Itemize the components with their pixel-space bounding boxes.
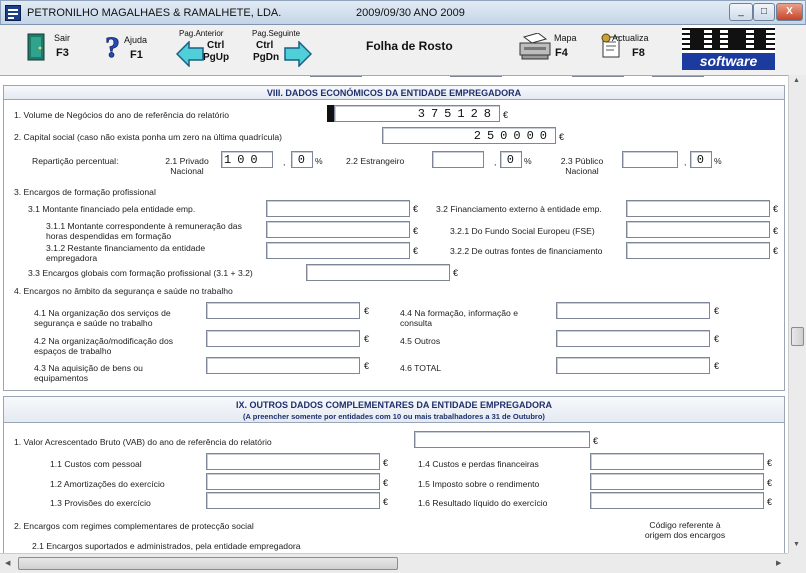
q2-label: 2. Capital social (caso não exista ponha um zero na última quadrícula): [14, 132, 282, 142]
form-scroll-area[interactable]: [0, 75, 788, 553]
q1-5-label: 1.5 Imposto sobre o rendimento: [418, 479, 540, 489]
euro-sign: €: [767, 478, 773, 488]
horizontal-scroll-thumb[interactable]: [18, 557, 398, 570]
update-key: F8: [632, 47, 645, 59]
q4-6-field[interactable]: [556, 357, 710, 374]
update-button[interactable]: [600, 29, 662, 69]
next-page-key-pgdn: PgDn: [253, 52, 280, 63]
euro-sign: €: [364, 334, 370, 344]
vab-field[interactable]: [414, 431, 590, 448]
q4-3-label: 4.3 Na aquisição de bens ou equipamentos: [34, 363, 143, 383]
printer-icon: [518, 33, 552, 63]
exit-key: F3: [56, 47, 69, 59]
map-key: F4: [555, 47, 568, 59]
decimal-separator: ,: [283, 157, 286, 167]
exit-label: Sair: [54, 33, 71, 43]
next-page-label: Pag.Seguinte: [252, 29, 301, 38]
q4-3-field[interactable]: [206, 357, 360, 374]
vab-label: 1. Valor Acrescentado Bruto (VAB) do ano de referência do relatório: [14, 437, 272, 447]
turnover-value: 375128: [417, 107, 497, 121]
q3-2-2-label: 3.2.2 De outras fontes de financiamento: [450, 246, 603, 256]
q1-1-field[interactable]: [206, 453, 380, 470]
q4-2-label: 4.2 Na organização/modificação dos espaços de trabalho: [34, 336, 174, 356]
maximize-button[interactable]: □: [753, 3, 775, 21]
next-page-button[interactable]: [250, 27, 320, 71]
svg-text:?: ?: [105, 31, 120, 61]
map-button[interactable]: [518, 29, 578, 69]
title-bar: [0, 0, 806, 25]
arrow-right-icon: [284, 41, 312, 67]
q4-4-label: 4.4 Na formação, informação e consulta: [400, 308, 518, 328]
euro-sign: €: [593, 436, 599, 446]
euro-sign: €: [413, 226, 419, 236]
q4-5-field[interactable]: [556, 330, 710, 347]
foreign-dec: 0: [506, 153, 520, 167]
euro-sign: €: [767, 497, 773, 507]
section-ix-title: IX. OUTROS DADOS COMPLEMENTARES DA ENTIDADE EMPREGADORA: [235, 400, 552, 410]
euro-sign: €: [383, 478, 389, 488]
percent-sign: %: [315, 156, 323, 166]
q3-1-1-field[interactable]: [266, 221, 410, 238]
q4-1-field[interactable]: [206, 302, 360, 319]
percent-sign: %: [714, 156, 722, 166]
private-national-dec-field[interactable]: [291, 151, 313, 168]
q3-1-2-label: 3.1.2 Restante financiamento da entidade empregadora: [46, 243, 206, 263]
euro-sign: €: [714, 306, 720, 316]
public-int-field[interactable]: [622, 151, 678, 168]
public-dec: 0: [696, 153, 710, 167]
q1-4-label: 1.4 Custos e perdas financeiras: [418, 459, 539, 469]
q4-2-field[interactable]: [206, 330, 360, 347]
q4-6-label: 4.6 TOTAL: [400, 363, 442, 373]
euro-sign: €: [383, 497, 389, 507]
app-icon: [5, 5, 21, 21]
previous-row-field[interactable]: [652, 75, 704, 77]
q4-4-field[interactable]: [556, 302, 710, 319]
software-logo: [682, 25, 775, 70]
scroll-right-icon[interactable]: ▶: [776, 560, 782, 567]
euro-sign: €: [503, 110, 509, 120]
foreign-label: 2.2 Estrangeiro: [346, 156, 405, 166]
private-national-dec: 0: [297, 153, 311, 167]
update-label: Actualiza: [612, 33, 649, 43]
window-date: 2009/09/30 ANO 2009: [356, 7, 465, 19]
previous-row-field[interactable]: [450, 75, 502, 77]
q3-1-2-field[interactable]: [266, 242, 410, 259]
arrow-left-icon: [176, 41, 204, 67]
private-national-label: 2.1 Privado Nacional: [165, 156, 209, 176]
euro-sign: €: [773, 204, 779, 214]
q1-5-field[interactable]: [590, 473, 764, 490]
q1-label: 1. Volume de Negócios do ano de referência do relatório: [14, 110, 229, 120]
q1-2-label: 1.2 Amortizações do exercício: [50, 479, 165, 489]
text-cursor: [327, 105, 334, 122]
euro-sign: €: [364, 306, 370, 316]
euro-sign: €: [453, 268, 459, 278]
previous-page-key-pgup: PgUp: [203, 52, 230, 63]
q3-label: 3. Encargos de formação profissional: [14, 187, 156, 197]
previous-row-field[interactable]: [310, 75, 362, 77]
q3-2-1-label: 3.2.1 Do Fundo Social Europeu (FSE): [450, 226, 595, 236]
q3-1-1-label: 3.1.1 Montante correspondente à remuneração das horas despendidas em formação: [46, 221, 242, 241]
euro-sign: €: [383, 458, 389, 468]
q1-2-field[interactable]: [206, 473, 380, 490]
foreign-int-field[interactable]: [432, 151, 484, 168]
scroll-up-icon[interactable]: ▲: [793, 77, 800, 84]
previous-page-label: Pag.Anterior: [179, 29, 224, 38]
q1-6-field[interactable]: [590, 492, 764, 509]
section-complementary-data: [3, 396, 785, 553]
q3-1-field[interactable]: [266, 200, 410, 217]
public-dec-field[interactable]: [690, 151, 712, 168]
q1-4-field[interactable]: [590, 453, 764, 470]
q4-1-label: 4.1 Na organização dos serviços de segurança e saúde no trabalho: [34, 308, 171, 328]
q1-3-field[interactable]: [206, 492, 380, 509]
help-label: Ajuda: [124, 35, 148, 45]
decimal-separator: ,: [684, 157, 687, 167]
foreign-dec-field[interactable]: [500, 151, 522, 168]
q3-3-label: 3.3 Encargos globais com formação profissional (3.1 + 3.2): [28, 268, 253, 278]
euro-sign: €: [413, 204, 419, 214]
euro-sign: €: [714, 334, 720, 344]
repartition-label: Repartição percentual:: [32, 156, 119, 166]
q2-social-label: 2. Encargos com regimes complementares de protecção social: [14, 521, 254, 531]
euro-sign: €: [773, 246, 779, 256]
code-origin-label: Código referente à origem dos encargos: [644, 520, 726, 540]
toolbar: [0, 25, 806, 75]
section-economic-data: [3, 85, 785, 391]
previous-row-field[interactable]: [572, 75, 624, 77]
page-title: Folha de Rosto: [366, 39, 453, 53]
window-title: PETRONILHO MAGALHAES & RAMALHETE, LDA.: [27, 7, 282, 19]
scroll-corner: [788, 553, 806, 573]
previous-page-key-ctrl: Ctrl: [207, 40, 225, 51]
door-exit-icon: [26, 33, 48, 61]
percent-sign: %: [524, 156, 532, 166]
q4-5-label: 4.5 Outros: [400, 336, 441, 346]
help-key: F1: [130, 49, 143, 61]
logo-text: software: [682, 53, 775, 70]
q3-2-label: 3.2 Financiamento externo à entidade emp.: [436, 204, 602, 214]
close-button[interactable]: X: [776, 3, 803, 21]
euro-sign: €: [714, 361, 720, 371]
public-national-label: 2.3 Público Nacional: [560, 156, 604, 176]
decimal-separator: ,: [494, 157, 497, 167]
minimize-button[interactable]: _: [729, 3, 753, 21]
exit-button[interactable]: [22, 29, 82, 69]
help-button[interactable]: [100, 29, 160, 69]
euro-sign: €: [767, 458, 773, 468]
scroll-left-icon[interactable]: ◀: [5, 560, 11, 567]
question-mark-icon: [102, 31, 124, 61]
vertical-scroll-thumb[interactable]: [791, 327, 804, 346]
q3-1-label: 3.1 Montante financiado pela entidade emp.: [28, 204, 196, 214]
previous-page-button[interactable]: [176, 27, 246, 71]
share-capital-value: 250000: [473, 129, 553, 143]
euro-sign: €: [413, 246, 419, 256]
q3-2-field[interactable]: [626, 200, 770, 217]
q3-3-field[interactable]: [306, 264, 450, 281]
section-viii-title: VIII. DADOS ECONÓMICOS DA ENTIDADE EMPREGADORA: [4, 86, 784, 100]
q2-1-label: 2.1 Encargos suportados e administrados, pela entidade empregadora: [32, 541, 301, 551]
q3-2-1-field[interactable]: [626, 221, 770, 238]
share-capital-field[interactable]: [382, 127, 556, 144]
horizontal-scrollbar[interactable]: [0, 553, 788, 573]
euro-sign: €: [364, 361, 370, 371]
q4-label: 4. Encargos no âmbito da segurança e saúde no trabalho: [14, 286, 233, 296]
next-page-key-ctrl: Ctrl: [256, 40, 274, 51]
section-ix-subtitle: (A preencher somente por entidades com 10 ou mais trabalhadores a 31 de Outubro): [243, 412, 545, 421]
q1-3-label: 1.3 Provisões do exercício: [50, 498, 151, 508]
private-national-int-field[interactable]: [221, 151, 273, 168]
euro-sign: €: [559, 132, 565, 142]
turnover-field[interactable]: [334, 105, 500, 122]
vertical-scrollbar[interactable]: [788, 75, 806, 553]
q1-1-label: 1.1 Custos com pessoal: [50, 459, 142, 469]
q1-6-label: 1.6 Resultado líquido do exercício: [418, 498, 548, 508]
q3-2-2-field[interactable]: [626, 242, 770, 259]
private-national-int: 100: [224, 153, 264, 167]
map-label: Mapa: [554, 33, 577, 43]
euro-sign: €: [773, 226, 779, 236]
scroll-down-icon[interactable]: ▼: [793, 541, 800, 548]
